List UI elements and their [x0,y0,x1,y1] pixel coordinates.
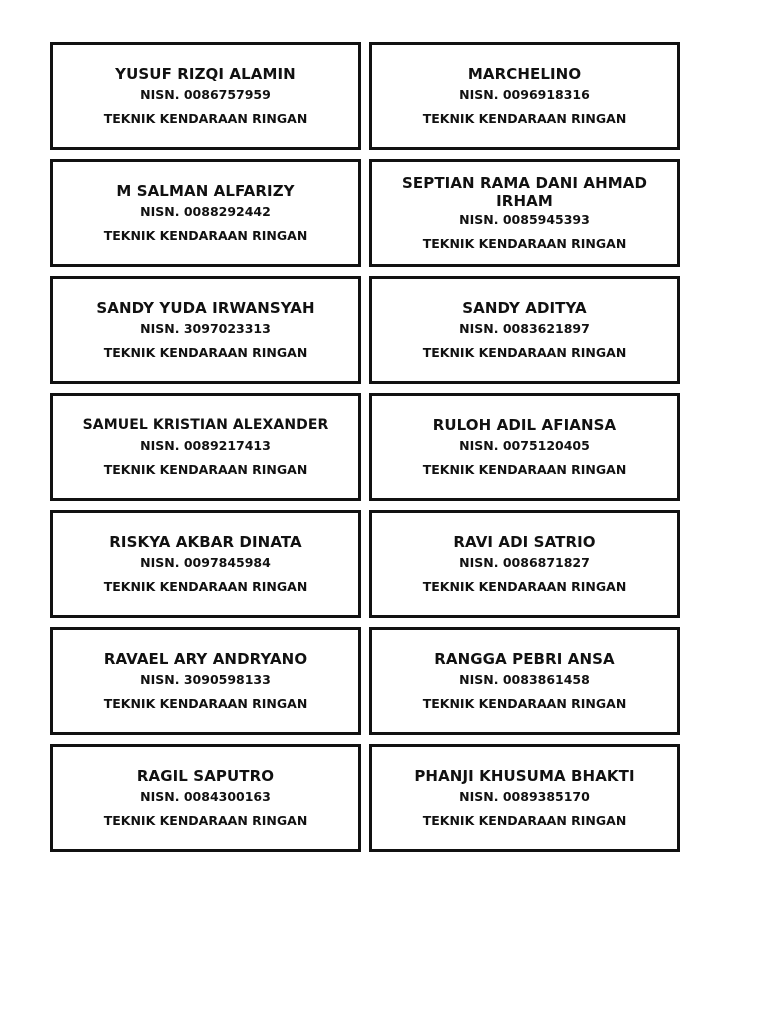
name-label-card [50,510,361,618]
student-name: PHANJI KHUSUMA BHAKTI [414,767,635,785]
student-name: RISKYA AKBAR DINATA [109,533,302,551]
student-program: TEKNIK KENDARAAN RINGAN [103,579,308,594]
student-name: YUSUF RIZQI ALAMIN [115,65,296,83]
student-nisn: NISN. 3090598133 [140,672,271,687]
student-program: TEKNIK KENDARAAN RINGAN [103,111,308,126]
student-name: RAVI ADI SATRIO [453,533,596,551]
name-label-card [369,744,680,852]
student-name: RANGGA PEBRI ANSA [434,650,615,668]
student-program: TEKNIK KENDARAAN RINGAN [422,111,627,126]
student-name: RULOH ADIL AFIANSA [432,416,617,434]
name-label-card [50,42,361,150]
student-nisn: NISN. 0083861458 [459,672,590,687]
student-nisn: NISN. 0086757959 [140,87,271,102]
student-program: TEKNIK KENDARAAN RINGAN [422,579,627,594]
student-name: SANDY ADITYA [462,299,587,317]
student-name: SEPTIAN RAMA DANI AHMAD IRHAM [401,174,648,210]
student-nisn: NISN. 0089217413 [140,438,271,453]
student-nisn: NISN. 0084300163 [140,789,271,804]
student-program: TEKNIK KENDARAAN RINGAN [422,236,627,251]
student-program: TEKNIK KENDARAAN RINGAN [422,696,627,711]
name-label-card [369,276,680,384]
student-nisn: NISN. 0083621897 [459,321,590,336]
student-nisn: NISN. 0085945393 [459,212,590,227]
student-nisn: NISN. 0089385170 [459,789,590,804]
student-nisn: NISN. 0086871827 [459,555,590,570]
name-label-card [50,627,361,735]
name-label-card [369,42,680,150]
student-program: TEKNIK KENDARAAN RINGAN [422,345,627,360]
name-label-card [369,159,680,267]
name-label-card [50,744,361,852]
name-label-card [50,276,361,384]
name-label-card [369,510,680,618]
name-label-card [369,393,680,501]
student-name: SAMUEL KRISTIAN ALEXANDER [82,417,329,433]
student-program: TEKNIK KENDARAAN RINGAN [422,813,627,828]
student-nisn: NISN. 3097023313 [140,321,271,336]
name-label-card [50,393,361,501]
student-name: RAGIL SAPUTRO [136,767,275,785]
student-name: MARCHELINO [467,65,582,83]
student-name: SANDY YUDA IRWANSYAH [96,299,315,317]
student-program: TEKNIK KENDARAAN RINGAN [103,813,308,828]
student-nisn: NISN. 0096918316 [459,87,590,102]
student-program: TEKNIK KENDARAAN RINGAN [103,345,308,360]
name-label-card [369,627,680,735]
student-nisn: NISN. 0097845984 [140,555,271,570]
label-grid [50,42,680,852]
student-program: TEKNIK KENDARAAN RINGAN [103,228,308,243]
student-nisn: NISN. 0088292442 [140,204,271,219]
student-name: RAVAEL ARY ANDRYANO [103,650,308,668]
student-program: TEKNIK KENDARAAN RINGAN [103,696,308,711]
name-label-card [50,159,361,267]
student-program: TEKNIK KENDARAAN RINGAN [103,462,308,477]
student-program: TEKNIK KENDARAAN RINGAN [422,462,627,477]
student-nisn: NISN. 0075120405 [459,438,590,453]
student-name: M SALMAN ALFARIZY [116,182,295,200]
